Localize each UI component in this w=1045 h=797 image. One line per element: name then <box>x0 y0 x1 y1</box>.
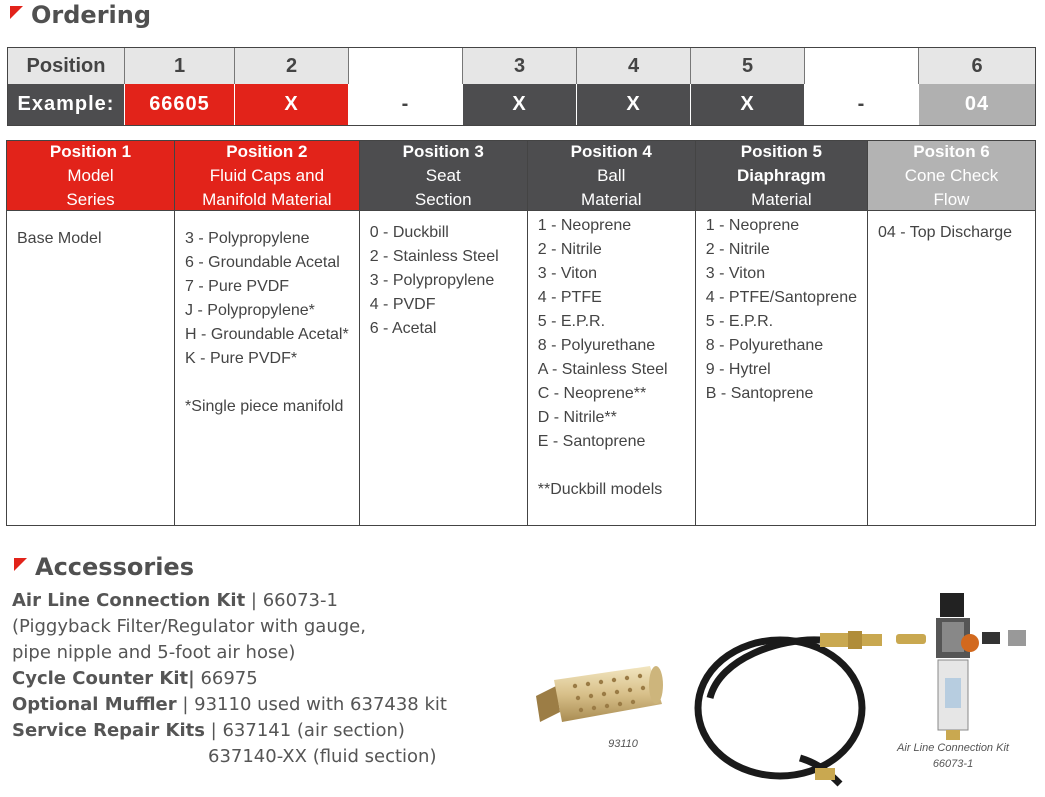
option-item: 04 - Top Discharge <box>877 224 1012 241</box>
detail-body-3 <box>360 211 527 345</box>
header-title: Position 1 <box>49 141 132 161</box>
position-cell-2: 2 <box>235 48 349 84</box>
header-title: Positon 6 <box>913 141 990 161</box>
option-item: 9 - Hytrel <box>705 361 771 378</box>
detail-body-1 <box>7 211 174 255</box>
header-line: Series <box>66 189 115 209</box>
detail-body-6 <box>868 211 1035 249</box>
example-label: Example: <box>8 84 125 125</box>
cycle-counter-name: Cycle Counter Kit| <box>12 668 195 689</box>
header-line: Seat <box>425 165 461 185</box>
header-line: Model <box>67 165 114 185</box>
option-item: Base Model <box>17 230 102 247</box>
option-item: A - Stainless Steel <box>537 361 668 378</box>
air-kit-description: pipe nipple and 5-foot air hose) <box>12 642 296 663</box>
repair-kits-part: | 637141 (air section) <box>204 720 405 741</box>
repair-kits-line <box>12 718 482 744</box>
position-table <box>7 47 1036 126</box>
cycle-counter-line <box>12 666 482 692</box>
option-item: 8 - Polyurethane <box>705 337 824 354</box>
position-row <box>8 48 1035 84</box>
triangle-marker-icon <box>14 558 27 571</box>
accessories-heading <box>14 552 194 582</box>
position-cell-4: 4 <box>577 48 691 84</box>
detail-header-2 <box>175 141 359 211</box>
air-kit-caption <box>888 740 1018 772</box>
footnote: *Single piece manifold <box>185 398 344 415</box>
option-item: K - Pure PVDF* <box>185 350 298 367</box>
header-title: Position 5 <box>740 141 822 161</box>
accessories-title-text: Accessories <box>35 553 194 581</box>
detail-header-5 <box>696 141 867 211</box>
example-cell-5: X <box>691 84 805 125</box>
header-title: Position 2 <box>226 141 308 161</box>
option-item: B - Santoprene <box>705 385 814 402</box>
option-item: C - Neoprene** <box>537 385 647 402</box>
header-line: Manifold Material <box>202 189 332 209</box>
header-line: Ball <box>597 165 626 185</box>
detail-body-5 <box>696 211 867 410</box>
cycle-counter-part: 66975 <box>194 668 258 689</box>
air-kit-description: (Piggyback Filter/Regulator with gauge, <box>12 616 366 637</box>
option-item: 3 - Viton <box>537 265 598 282</box>
detail-column-2 <box>175 141 360 525</box>
option-item: 2 - Nitrile <box>537 241 602 258</box>
option-item: 5 - E.P.R. <box>705 313 774 330</box>
detail-body-2 <box>175 211 359 423</box>
option-item: J - Polypropylene* <box>185 302 315 319</box>
header-line: Diaphragm <box>736 165 826 185</box>
footnote: **Duckbill models <box>537 481 663 498</box>
option-item: 1 - Neoprene <box>537 217 632 234</box>
muffler-name: Optional Muffler <box>12 694 177 715</box>
header-title: Position 3 <box>402 141 484 161</box>
header-title: Position 4 <box>570 141 652 161</box>
example-cell-1: 66605 <box>125 84 235 125</box>
detail-column-5 <box>696 141 868 525</box>
position-cell-1: 1 <box>125 48 235 84</box>
option-item: 4 - PTFE <box>537 289 602 306</box>
muffler-image <box>530 666 670 736</box>
example-cell-2: X <box>235 84 349 125</box>
position-cell-blank <box>349 48 463 84</box>
header-line: Cone Check <box>904 165 999 185</box>
header-line: Material <box>751 189 812 209</box>
header-line: Material <box>581 189 642 209</box>
position-cell-5: 5 <box>691 48 805 84</box>
detail-column-1 <box>7 141 175 525</box>
position-cell-blank <box>805 48 919 84</box>
triangle-marker-icon <box>10 6 23 19</box>
detail-header-4 <box>528 141 695 211</box>
detail-body-4 <box>528 211 695 506</box>
header-line: Flow <box>933 189 970 209</box>
example-separator: - <box>805 84 919 125</box>
example-cell-3: X <box>463 84 577 125</box>
position-cell-6: 6 <box>971 54 983 77</box>
option-item: 3 - Viton <box>705 265 766 282</box>
option-item: 6 - Groundable Acetal <box>185 254 340 271</box>
accessories-list <box>12 588 482 770</box>
muffler-caption: 93110 <box>608 738 638 750</box>
detail-header-1 <box>7 141 174 211</box>
option-item: 5 - E.P.R. <box>537 313 606 330</box>
example-cell-6: 04 <box>919 84 1035 125</box>
option-item: 8 - Polyurethane <box>537 337 656 354</box>
option-item: 7 - Pure PVDF <box>185 278 290 295</box>
example-cell-4: X <box>577 84 691 125</box>
option-item: 1 - Neoprene <box>705 217 800 234</box>
option-item: 3 - Polypropylene <box>185 230 310 247</box>
example-row <box>8 84 1035 125</box>
caption-line: Air Line Connection Kit <box>897 742 1009 754</box>
option-item: 2 - Stainless Steel <box>369 248 499 265</box>
ordering-title-text: Ordering <box>31 1 152 29</box>
option-item: E - Santoprene <box>537 433 646 450</box>
detail-column-6 <box>868 141 1035 525</box>
position-label: Position <box>8 48 125 84</box>
air-kit-line <box>12 588 482 614</box>
ordering-heading <box>10 0 151 30</box>
position-detail-table <box>6 140 1036 526</box>
option-item: D - Nitrile** <box>537 409 617 426</box>
air-kit-part: | 66073-1 <box>245 590 338 611</box>
air-kit-name: Air Line Connection Kit <box>12 590 246 611</box>
option-item: 3 - Polypropylene <box>369 272 495 289</box>
option-item: 4 - PTFE/Santoprene <box>705 289 857 306</box>
detail-column-3 <box>360 141 528 525</box>
option-item: 6 - Acetal <box>369 320 437 337</box>
option-item: H - Groundable Acetal* <box>185 326 349 343</box>
example-separator: - <box>349 84 463 125</box>
caption-line: 66073-1 <box>932 758 974 770</box>
position-cell-3: 3 <box>463 48 577 84</box>
header-line: Section <box>414 189 472 209</box>
detail-column-4 <box>528 141 696 525</box>
detail-header-3 <box>360 141 527 211</box>
repair-kits-name: Service Repair Kits <box>12 720 205 741</box>
muffler-part: | 93110 used with 637438 kit <box>176 694 447 715</box>
option-item: 4 - PVDF <box>369 296 436 313</box>
option-item: 2 - Nitrile <box>705 241 770 258</box>
muffler-line <box>12 692 482 718</box>
detail-header-6 <box>868 141 1035 211</box>
repair-kits-part-2: 637140-XX (fluid section) <box>208 746 437 767</box>
header-line: Fluid Caps and <box>209 165 325 185</box>
option-item: 0 - Duckbill <box>369 224 449 241</box>
